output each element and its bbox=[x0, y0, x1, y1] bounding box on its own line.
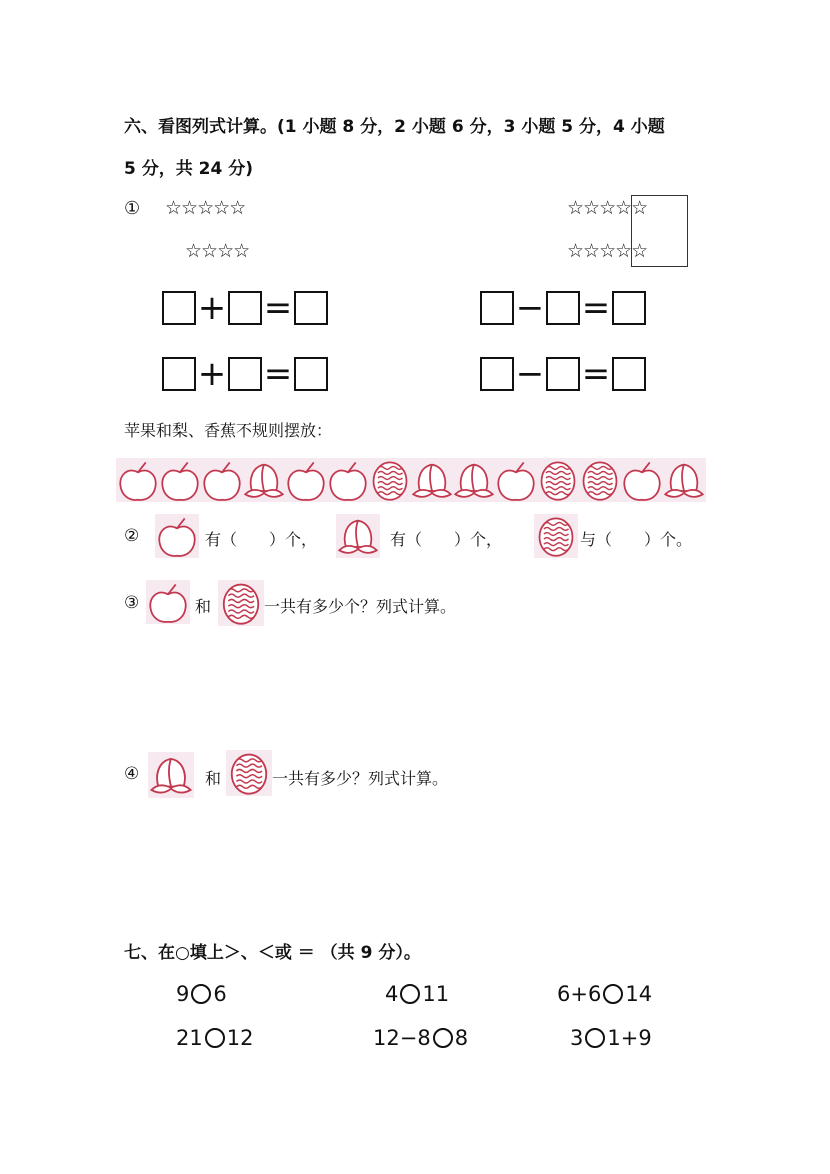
q4-number: ④ bbox=[124, 764, 140, 784]
apple-icon bbox=[620, 458, 664, 506]
comparison-circle[interactable] bbox=[603, 984, 623, 1004]
apple-icon bbox=[494, 458, 538, 506]
q1-number: ① bbox=[124, 198, 141, 219]
comparison-left: 12−8 bbox=[373, 1026, 431, 1050]
comparison-2 bbox=[385, 982, 449, 1006]
section6-title-line2: 5 分，共 24 分) bbox=[124, 159, 254, 179]
peach-icon bbox=[452, 458, 496, 506]
apple-icon bbox=[158, 458, 202, 506]
section7-title: 七、在○填上＞、＜或 ＝ （共 9 分）。 bbox=[124, 943, 421, 963]
comparison-1 bbox=[176, 982, 227, 1006]
comparison-left: 4 bbox=[385, 982, 399, 1006]
answer-box[interactable] bbox=[480, 291, 514, 325]
answer-box[interactable] bbox=[294, 357, 328, 391]
comparison-right: 11 bbox=[422, 982, 450, 1006]
equals-sign: = bbox=[581, 288, 611, 328]
answer-box[interactable] bbox=[162, 291, 196, 325]
peach-icon bbox=[148, 752, 194, 802]
comparison-left: 3 bbox=[570, 1026, 584, 1050]
comparison-right: 12 bbox=[226, 1026, 254, 1050]
q4-and: 和 bbox=[205, 769, 222, 788]
answer-box[interactable] bbox=[546, 357, 580, 391]
q2-melon-blank: 与（ ）个。 bbox=[580, 530, 693, 549]
answer-box[interactable] bbox=[228, 357, 262, 391]
comparison-left: 6+6 bbox=[557, 982, 602, 1006]
equals-sign: = bbox=[581, 354, 611, 394]
comparison-4 bbox=[176, 1026, 253, 1050]
peach-icon bbox=[410, 458, 454, 506]
stars-group-frame bbox=[631, 195, 688, 267]
right-stars-row2: ☆☆☆☆☆ bbox=[567, 240, 648, 262]
q3-question: 一共有多少个？列式计算。 bbox=[264, 597, 457, 616]
comparison-circle[interactable] bbox=[400, 984, 420, 1004]
comparison-circle[interactable] bbox=[585, 1028, 605, 1048]
apple-icon bbox=[200, 458, 244, 506]
answer-box[interactable] bbox=[294, 291, 328, 325]
comparison-right: 8 bbox=[454, 1026, 469, 1050]
q4-question: 一共有多少？列式计算。 bbox=[272, 769, 449, 788]
apple-icon bbox=[284, 458, 328, 506]
answer-box[interactable] bbox=[228, 291, 262, 325]
apple-icon bbox=[116, 458, 160, 506]
apple-icon bbox=[326, 458, 370, 506]
comparison-left: 21 bbox=[176, 1026, 203, 1050]
apple-icon bbox=[146, 580, 190, 628]
comparison-3 bbox=[557, 982, 652, 1006]
comparison-left: 9 bbox=[176, 982, 190, 1006]
addition-equation-2 bbox=[162, 354, 328, 394]
left-stars-row1: ☆☆☆☆☆ bbox=[165, 197, 246, 219]
section6-title-line1: 六、看图列式计算。(1 小题 8 分，2 小题 6 分，3 小题 5 分，4 小题 bbox=[124, 117, 665, 137]
fruit-intro: 苹果和梨、香蕉不规则摆放： bbox=[124, 421, 333, 440]
melon-icon bbox=[368, 458, 412, 506]
comparison-6 bbox=[570, 1026, 652, 1050]
subtraction-equation-2 bbox=[480, 354, 646, 394]
answer-box[interactable] bbox=[612, 291, 646, 325]
equals-sign: = bbox=[263, 354, 293, 394]
q3-number: ③ bbox=[124, 593, 140, 613]
minus-sign: − bbox=[515, 288, 545, 328]
plus-sign: + bbox=[197, 354, 227, 394]
comparison-right: 14 bbox=[625, 982, 653, 1006]
addition-equation-1 bbox=[162, 288, 328, 328]
answer-box[interactable] bbox=[612, 357, 646, 391]
comparison-5 bbox=[373, 1026, 468, 1050]
q2-apple-blank: 有（ ）个， bbox=[205, 530, 318, 549]
q2-number: ② bbox=[124, 526, 140, 546]
answer-box[interactable] bbox=[546, 291, 580, 325]
melon-icon bbox=[226, 750, 272, 800]
comparison-right: 1+9 bbox=[607, 1026, 652, 1050]
plus-sign: + bbox=[197, 288, 227, 328]
melon-icon bbox=[218, 580, 264, 630]
minus-sign: − bbox=[515, 354, 545, 394]
subtraction-equation-1 bbox=[480, 288, 646, 328]
peach-icon bbox=[242, 458, 286, 506]
comparison-circle[interactable] bbox=[205, 1028, 225, 1048]
answer-box[interactable] bbox=[162, 357, 196, 391]
melon-icon bbox=[578, 458, 622, 506]
q3-and: 和 bbox=[195, 597, 212, 616]
right-stars-row1: ☆☆☆☆☆ bbox=[567, 197, 648, 219]
apple-icon bbox=[155, 514, 199, 562]
peach-icon bbox=[336, 514, 380, 562]
comparison-right: 6 bbox=[213, 982, 227, 1006]
comparison-circle[interactable] bbox=[433, 1028, 453, 1048]
peach-icon bbox=[662, 458, 706, 506]
q2-peach-blank: 有（ ）个， bbox=[390, 530, 503, 549]
left-stars-row2: ☆☆☆☆ bbox=[185, 240, 250, 262]
comparison-circle[interactable] bbox=[191, 984, 211, 1004]
melon-icon bbox=[536, 458, 580, 506]
answer-box[interactable] bbox=[480, 357, 514, 391]
equals-sign: = bbox=[263, 288, 293, 328]
melon-icon bbox=[534, 514, 578, 562]
